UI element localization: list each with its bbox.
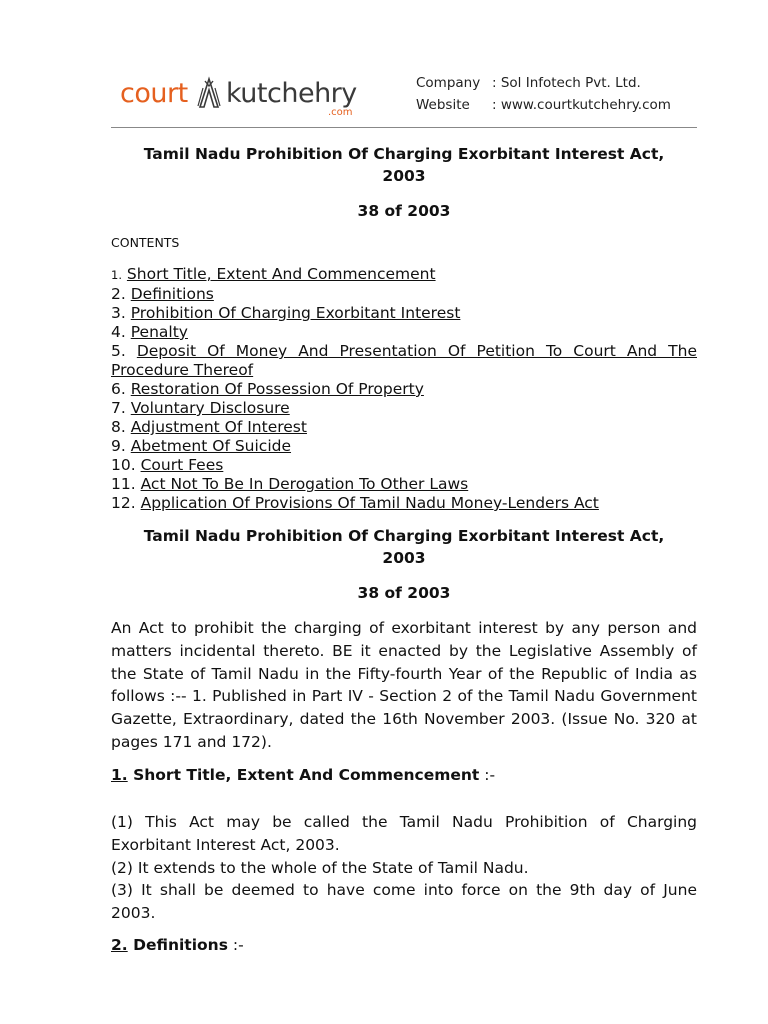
toc-item-number: 3.: [111, 304, 126, 322]
section-2-number[interactable]: 2.: [111, 936, 128, 954]
toc-item: [111, 265, 711, 285]
toc-link-adjustment[interactable]: Adjustment Of Interest: [130, 418, 307, 436]
act-title-repeat: [111, 525, 697, 569]
toc-link-act-not-in-derogation[interactable]: Act Not To Be In Derogation To Other Laws: [140, 475, 469, 493]
section-1-heading: [111, 766, 495, 784]
act-number: 38 of 2003: [357, 202, 451, 220]
toc-item-number: 12.: [111, 494, 136, 512]
toc-item: [111, 494, 711, 513]
toc-item: [111, 456, 711, 475]
lawyer-robe-icon: [192, 76, 226, 110]
contents-label: CONTENTS: [111, 235, 180, 250]
toc-link-short-title[interactable]: Short Title, Extent And Commencement: [126, 265, 436, 283]
toc-item-number: 1.: [111, 268, 122, 282]
section-2-heading: [111, 936, 244, 954]
section-2-title: Definitions: [127, 936, 228, 954]
section-2-suffix: :-: [227, 936, 244, 954]
toc-link-deposit-of-money[interactable]: Deposit Of Money And Presentation Of Petition To Court And The Procedure Thereof: [111, 342, 697, 379]
act-title-line2: 2003: [382, 549, 426, 567]
toc-link-money-lenders-act[interactable]: Application Of Provisions Of Tamil Nadu Money-Lenders Act: [140, 494, 599, 512]
toc-link-definitions[interactable]: Definitions: [130, 285, 214, 303]
toc-item-number: 10.: [111, 456, 136, 474]
toc-item-number: 9.: [111, 437, 126, 455]
logo-com-text: .com: [328, 107, 353, 118]
toc-item-number: 11.: [111, 475, 136, 493]
toc-link-voluntary-disclosure[interactable]: Voluntary Disclosure: [130, 399, 290, 417]
website-label: Website: [416, 97, 470, 113]
section-1-clause-3: (3) It shall be deemed to have come into force on the 9th day of June 2003.: [111, 881, 697, 923]
toc-item-number: 4.: [111, 323, 126, 341]
website-value[interactable]: : www.courtkutchehry.com: [492, 97, 671, 113]
logo-court-text: court: [120, 78, 188, 109]
toc-link-abetment[interactable]: Abetment Of Suicide: [130, 437, 292, 455]
act-title-line1: Tamil Nadu Prohibition Of Charging Exorbitant Interest Act,: [143, 145, 665, 163]
toc-item-number: 8.: [111, 418, 126, 436]
company-label: Company: [416, 75, 481, 91]
section-1-body: [111, 811, 697, 925]
toc-item-number: 6.: [111, 380, 126, 398]
toc-item: [111, 304, 711, 323]
header-divider: [111, 127, 697, 128]
section-1-suffix: :-: [479, 766, 496, 784]
act-number-repeat: 38 of 2003: [357, 584, 451, 602]
section-1-title: Short Title, Extent And Commencement: [127, 766, 480, 784]
toc-link-court-fees[interactable]: Court Fees: [140, 456, 224, 474]
toc-item: [111, 437, 711, 456]
section-1-number[interactable]: 1.: [111, 766, 128, 784]
company-info: [416, 72, 671, 116]
act-title: [111, 143, 697, 187]
toc-item-number: 7.: [111, 399, 126, 417]
table-of-contents: [111, 265, 711, 513]
act-title-line1: Tamil Nadu Prohibition Of Charging Exorbitant Interest Act,: [143, 527, 665, 545]
preamble-paragraph: An Act to prohibit the charging of exorbitant interest by any person and matters incidental thereto. BE it enacted by the Legislative Assembly of the State of Tamil Nadu in the Fifty-fourth Year of the Republic of India as follows :-- 1. Published in Part IV - Section 2 of the Tamil Nadu Government Gazette, Extraordinary, dated the 16th November 2003. (Issue No. 320 at pages 171 and 172).: [111, 619, 697, 751]
toc-link-prohibition[interactable]: Prohibition Of Charging Exorbitant Interest: [130, 304, 461, 322]
toc-item-number: 2.: [111, 285, 126, 303]
toc-item: [111, 380, 711, 399]
toc-item: [111, 285, 711, 304]
company-value: : Sol Infotech Pvt. Ltd.: [492, 75, 641, 91]
act-title-line2: 2003: [382, 167, 426, 185]
toc-item: [111, 475, 711, 494]
toc-item: [111, 342, 697, 380]
toc-item-number: 5.: [111, 342, 126, 360]
toc-item: [111, 418, 711, 437]
section-1-clause-2: (2) It extends to the whole of the State of Tamil Nadu.: [111, 858, 529, 877]
logo-kutchehry-text: kutchehry: [226, 78, 357, 109]
toc-item: [111, 399, 711, 418]
toc-link-restoration[interactable]: Restoration Of Possession Of Property: [130, 380, 424, 398]
toc-item: [111, 323, 711, 342]
toc-link-penalty[interactable]: Penalty: [130, 323, 188, 341]
section-1-clause-1: (1) This Act may be called the Tamil Nadu Prohibition of Charging Exorbitant Interest Act, 2003.: [111, 813, 697, 854]
